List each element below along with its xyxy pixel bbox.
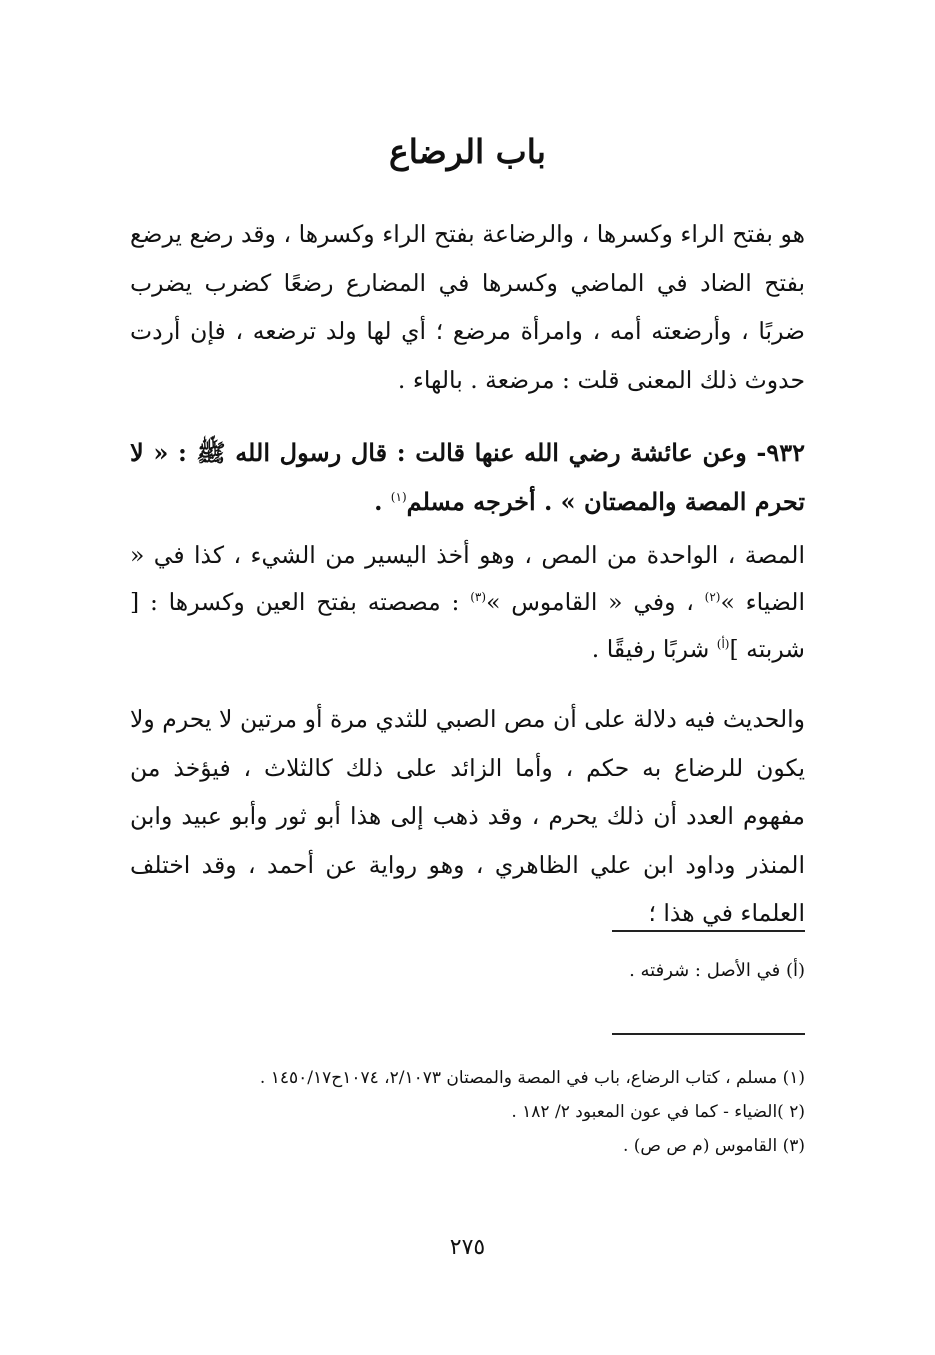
footnote-ref-2: (٢) — [704, 590, 721, 605]
intro-paragraph: هو بفتح الراء وكسرها ، والرضاعة بفتح الراء وكسرها ، وقد رضع يرضع بفتح الضاد في الماضي وكسرها في المضارع رضعًا كضرب يضرب ضربًا ، وأرضعته أمه ، وامرأة مرضع ؛ أي لها ولد ترضعه ، فإن أردت حدوث ذلك المعنى قلت : مرضعة . بالهاء . — [130, 220, 805, 394]
footnote-item: (٣) القاموس (م ص ص) . — [622, 1136, 805, 1156]
footnote-item: (٢ )الضياء - كما في عون المعبود ٢/ ١٨٢ . — [511, 1102, 805, 1122]
footnote-divider-top — [612, 930, 805, 932]
footnote-ref-3: (٣) — [470, 590, 487, 605]
commentary-paragraph: والحديث فيه دلالة على أن مص الصبي للثدي مرة أو مرتين لا يحرم ولا يكون للرضاع به حكم ، وأما الزائد على ذلك كالثلاث ، فيؤخذ من مفهوم العدد أن ذلك يحرم ، وقد ذهب إلى هذا أبو ثور وأبو عبيد وابن المنذر وداود ابن علي الظاهري ، وهو رواية عن أحمد ، وقد اختلف العلماء في هذا ؛ — [130, 705, 805, 927]
footnotes-list — [130, 1061, 805, 1163]
footnote-ref-1: (١) — [390, 490, 407, 504]
footnote-divider-bottom — [612, 1033, 805, 1035]
explanation-part-3: : مصصته بفتح العين وكسرها : [ شربته ] — [130, 588, 805, 663]
explanation-part-1: المصة ، الواحدة من المص ، وهو أخذ اليسير من الشيء ، كذا في « الضياء » — [130, 541, 805, 616]
explanation-paragraph — [130, 532, 805, 673]
explanation-part-4: شربًا رفيقًا . — [591, 635, 717, 663]
hadith-end: . — [374, 487, 391, 516]
hadith-text: ٩٣٢- وعن عائشة رضي الله عنها قالت : قال رسول الله ﷺ : « لا تحرم المصة والمصتان » . أخرجه مسلم — [130, 438, 805, 516]
footnote-alpha: (أ) في الأصل : شرفته . — [629, 960, 805, 981]
chapter-title: باب الرضاع — [389, 132, 546, 171]
page-number: ٢٧٥ — [449, 1235, 486, 1260]
explanation-part-2: ، وفي « القاموس » — [486, 588, 705, 616]
footnote-item: (١) مسلم ، كتاب الرضاع، باب في المصة والمصتان ٢/١٠٧٣، ١٠٧٤ح١٤٥٠/١٧ . — [259, 1068, 805, 1088]
hadith-paragraph — [130, 428, 805, 526]
footnote-ref-alpha: (أ) — [716, 637, 730, 652]
